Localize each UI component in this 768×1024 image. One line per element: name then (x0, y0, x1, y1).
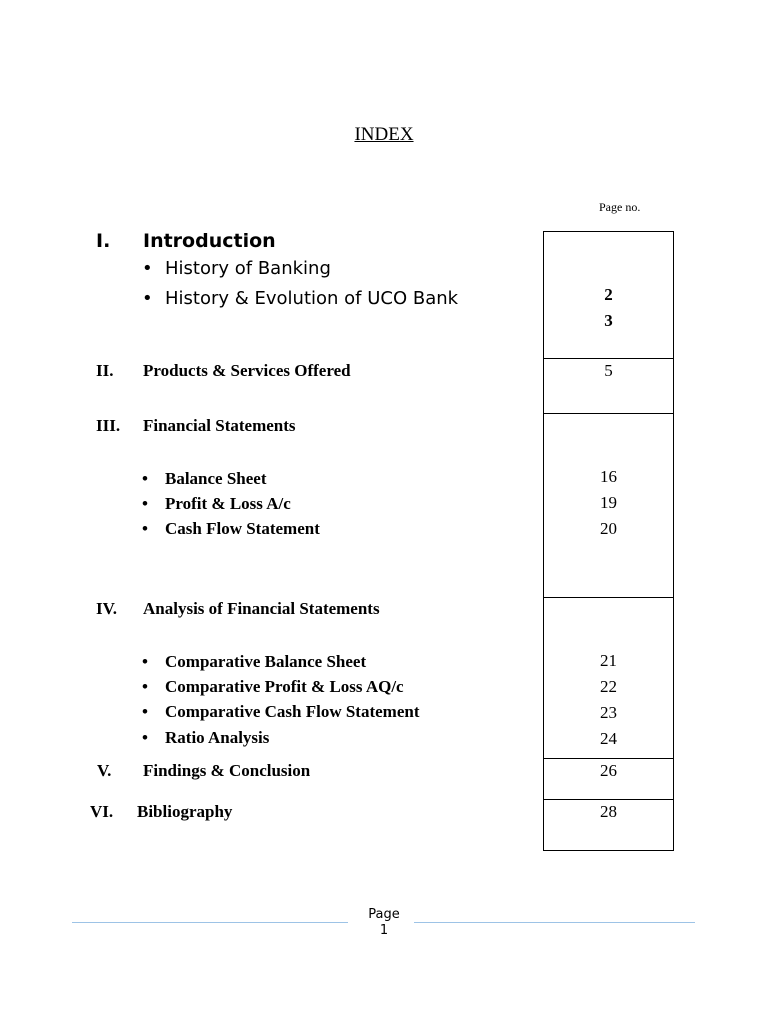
page-number: 22 (600, 677, 617, 696)
bullet-icon: • (142, 728, 148, 747)
footer-page-number: 1 (379, 923, 389, 938)
section-item: Cash Flow Statement (165, 519, 320, 538)
section-numeral: VI. (90, 802, 114, 821)
page-number: 2 (604, 285, 613, 304)
document-title: INDEX (354, 124, 414, 145)
bullet-icon: • (142, 652, 148, 671)
bullet-icon: • (142, 494, 148, 513)
bullet-icon: • (142, 288, 153, 309)
bullet-icon: • (142, 519, 148, 538)
section-item: Comparative Profit & Loss AQ/c (165, 677, 404, 696)
footer-page-label (0, 907, 768, 939)
section-numeral: V. (97, 761, 112, 780)
section-numeral: II. (96, 361, 114, 380)
bullet-icon: • (142, 677, 148, 696)
section-heading: Financial Statements (143, 416, 296, 435)
section-item: History & Evolution of UCO Bank (165, 288, 459, 309)
section-item: History of Banking (165, 258, 331, 279)
section-heading: Findings & Conclusion (143, 761, 311, 780)
section-numeral: I. (96, 230, 111, 252)
page-number: 23 (600, 703, 617, 722)
section-numeral: III. (96, 416, 121, 435)
page-number: 19 (600, 493, 617, 512)
section-heading: Introduction (143, 230, 276, 252)
section-item: Comparative Balance Sheet (165, 652, 367, 671)
footer-page-word: Page (368, 907, 400, 922)
bullet-icon: • (142, 469, 148, 488)
page-number: 21 (600, 651, 617, 670)
page-no-label: Page no. (599, 200, 641, 214)
section-item: Comparative Cash Flow Statement (165, 702, 420, 721)
bullet-icon: • (142, 258, 153, 279)
section-heading: Bibliography (137, 802, 233, 821)
section-heading: Products & Services Offered (143, 361, 351, 380)
page-number: 16 (600, 467, 617, 486)
section-heading: Analysis of Financial Statements (143, 599, 380, 618)
page-number: 20 (600, 519, 617, 538)
section-item: Balance Sheet (165, 469, 267, 488)
bullet-icon: • (142, 702, 148, 721)
page-number: 24 (600, 729, 617, 748)
section-item: Ratio Analysis (165, 728, 270, 747)
page-number: 3 (604, 311, 613, 330)
page-number: 5 (604, 361, 613, 380)
section-numeral: IV. (96, 599, 117, 618)
page-number: 28 (600, 802, 617, 821)
section-item: Profit & Loss A/c (165, 494, 291, 513)
page-number: 26 (600, 761, 617, 780)
